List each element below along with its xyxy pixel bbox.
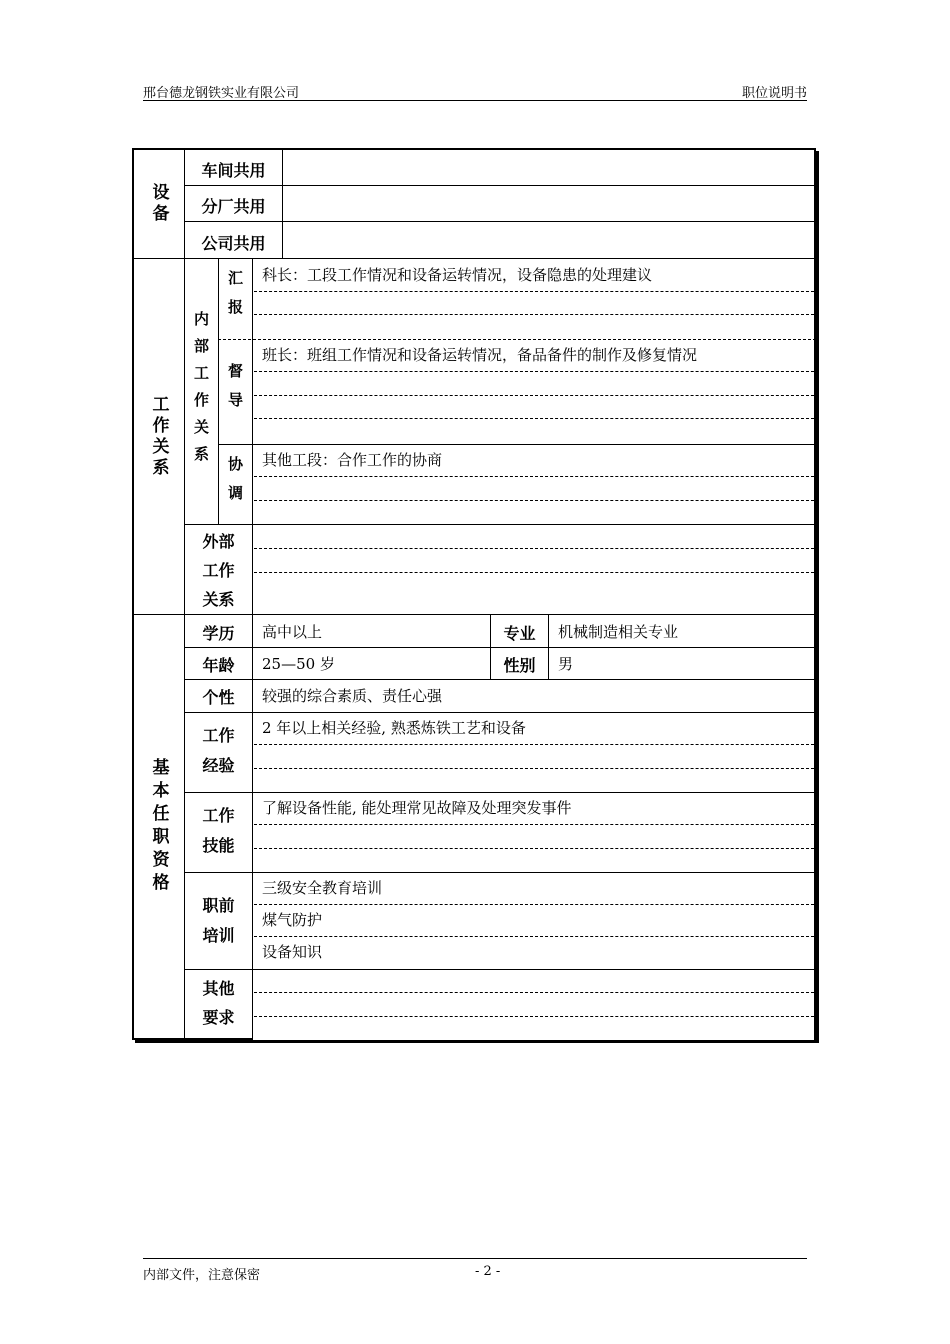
workshop-shared-value [292,158,812,180]
personality-value: 较强的综合素质、责任心强 [262,687,443,705]
training-item-3: 设备知识 [262,943,323,961]
internal-relations-label: 内部工作关系 [192,310,210,473]
education-label: 学历 [202,624,235,643]
experience-value: 2 年以上相关经验, 熟悉炼铁工艺和设备 [262,719,526,737]
report-label: 汇报 [226,270,244,328]
page-footer [143,1258,807,1283]
personality-label: 个性 [202,688,235,707]
section-qualifications-label: 基本任职资格 [148,757,169,896]
training-label: 职前 培训 [202,896,235,945]
page-header [143,82,807,101]
report-text: 科长：工段工作情况和设备运转情况，设备隐患的处理建议 [262,266,653,284]
branch-shared-label: 分厂共用 [201,197,266,216]
skills-value: 了解设备性能, 能处理常见故障及处理突发事件 [262,799,572,817]
training-item-1: 三级安全教育培训 [262,879,383,897]
company-name: 邢台德龙钢铁实业有限公司 [143,86,300,101]
other-requirements-label: 其他 要求 [202,979,235,1027]
age-value: 25—50 岁 [262,655,335,673]
page-number: - 2 - [475,1264,501,1279]
section-work-relations-label: 工作关系 [148,394,169,479]
major-value: 机械制造相关专业 [558,623,679,641]
skills-label: 工作 技能 [202,806,235,855]
experience-label: 工作 经验 [202,726,235,775]
external-relations-label: 外部 工作 关系 [202,532,235,609]
education-value: 高中以上 [262,623,323,641]
section-equipment-label: 设备 [148,183,169,225]
supervise-text: 班长：班组工作情况和设备运转情况，备品备件的制作及修复情况 [262,346,698,364]
gender-value: 男 [558,655,574,673]
supervise-label: 督导 [226,363,244,421]
branch-shared-value [292,194,812,216]
gender-label: 性别 [503,656,536,675]
major-label: 专业 [503,624,536,643]
workshop-shared-label: 车间共用 [201,161,266,180]
coordinate-label: 协调 [226,455,244,514]
job-description-form [132,148,816,1040]
document-type: 职位说明书 [741,86,807,101]
confidential-note: 内部文件，注意保密 [143,1268,261,1283]
age-label: 年龄 [202,656,235,675]
company-shared-label: 公司共用 [201,234,266,253]
coordinate-text: 其他工段：合作工作的协商 [262,451,443,469]
company-shared-value [292,231,812,253]
training-item-2: 煤气防护 [262,911,323,929]
